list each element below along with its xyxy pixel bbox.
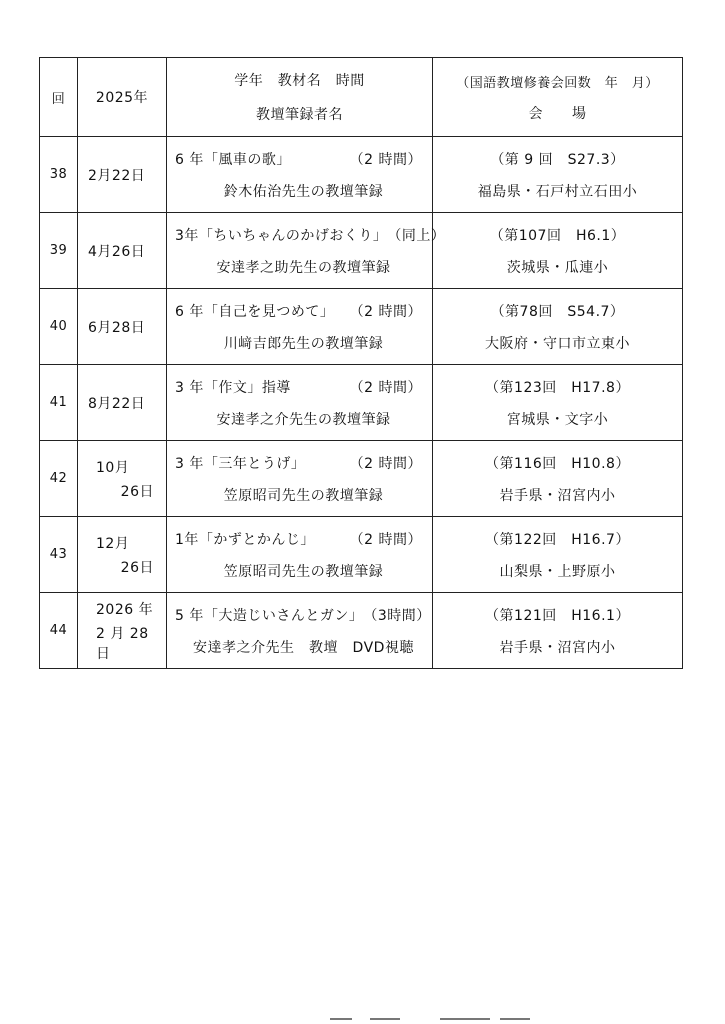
row-date-day: 2 月 28 日 [96,625,149,662]
row-session: （第121回 H16.1） [485,607,630,624]
scan-bleed-marks [330,1016,550,1024]
row-title [167,365,433,441]
row-venue [433,289,683,365]
row-venue-name: 岩手県・沼宮内小 [499,639,616,656]
header-venue [433,58,683,137]
row-date: 6月28日 [78,289,167,365]
header-title [167,58,433,137]
row-venue [433,365,683,441]
row-session: （第78回 S54.7） [490,303,625,320]
row-hours: （同上） [387,227,446,244]
row-teacher: 川﨑吉郎先生の教壇筆録 [223,335,384,352]
row-hours: （2 時間） [349,379,422,396]
row-teacher: 笠原昭司先生の教壇筆録 [223,563,384,580]
row-date: 2月22日 [78,137,167,213]
row-session: （第122回 H16.7） [485,531,630,548]
table-header-row [40,58,683,137]
row-date [78,441,167,517]
row-date: 8月22日 [78,365,167,441]
header-venue-line1: （国語教壇修養会回数 年 月） [456,75,659,91]
row-no: 42 [40,441,78,517]
row-venue-name: 福島県・石戸村立石田小 [477,183,638,200]
row-hours: （2 時間） [349,151,422,168]
row-title [167,517,433,593]
row-no: 40 [40,289,78,365]
table-row [40,137,683,213]
row-title [167,441,433,517]
header-year: 2025年 [78,58,167,137]
table-row [40,593,683,669]
row-venue [433,593,683,669]
row-venue-name: 宮城県・文字小 [506,411,609,428]
header-title-line2: 教壇筆録者名 [256,107,343,123]
table-row [40,365,683,441]
row-hours: （2 時間） [349,455,422,472]
row-teacher: 安達孝之介先生の教壇筆録 [216,411,391,428]
row-session: （第 9 回 S27.3） [490,151,625,168]
row-date: 4月26日 [78,213,167,289]
row-date-year: 2026 年 [96,601,154,618]
row-teacher: 安達孝之介先生 教壇 DVD視聴 [193,639,414,656]
row-teacher: 笠原昭司先生の教壇筆録 [223,487,384,504]
header-venue-line2: 会 場 [528,105,587,122]
row-venue-name: 大阪府・守口市立東小 [485,335,630,352]
row-date-month: 10月 [96,459,130,476]
row-hours: （2 時間） [349,531,422,548]
row-title [167,137,433,213]
row-session: （第123回 H17.8） [485,379,630,396]
row-hours: （3時間） [363,607,431,624]
row-date-day: 26日 [120,559,154,576]
row-title-text: 3年「ちいちゃんのかげおくり」 [175,227,388,244]
schedule-table [39,57,683,669]
row-title-text: 6 年「自己を見つめて」 [175,303,335,320]
table-row [40,213,683,289]
row-venue-name: 山梨県・上野原小 [499,563,616,580]
row-session: （第116回 H10.8） [485,455,630,472]
row-no: 44 [40,593,78,669]
row-no: 39 [40,213,78,289]
row-venue [433,137,683,213]
row-date [78,593,167,669]
header-title-line1: 学年 教材名 時間 [234,73,365,89]
row-teacher: 安達孝之助先生の教壇筆録 [216,259,391,276]
header-no: 回 [40,58,78,137]
row-venue-name: 岩手県・沼宮内小 [499,487,616,504]
row-date-day: 26日 [120,483,154,500]
row-title-text: 1年「かずとかんじ」 [175,531,315,548]
table-row [40,289,683,365]
row-title [167,213,446,289]
row-title-text: 3 年「三年とうげ」 [175,455,306,472]
table-row [40,441,683,517]
row-venue [433,517,683,593]
row-title [167,289,433,365]
row-teacher: 鈴木佑治先生の教壇筆録 [223,183,384,200]
row-date-month: 12月 [96,535,130,552]
row-title-text: 3 年「作文」指導 [175,379,291,396]
row-venue-name: 茨城県・瓜連小 [506,259,609,276]
row-no: 43 [40,517,78,593]
table-row [40,517,683,593]
row-hours: （2 時間） [349,303,422,320]
row-venue [433,213,683,289]
row-title-text: 6 年「風車の歌」 [175,151,291,168]
row-no: 38 [40,137,78,213]
row-title-text: 5 年「大造じいさんとガン」 [175,607,364,624]
row-venue [433,441,683,517]
row-no: 41 [40,365,78,441]
row-session: （第107回 H6.1） [489,227,626,244]
row-title [167,593,433,669]
row-date [78,517,167,593]
